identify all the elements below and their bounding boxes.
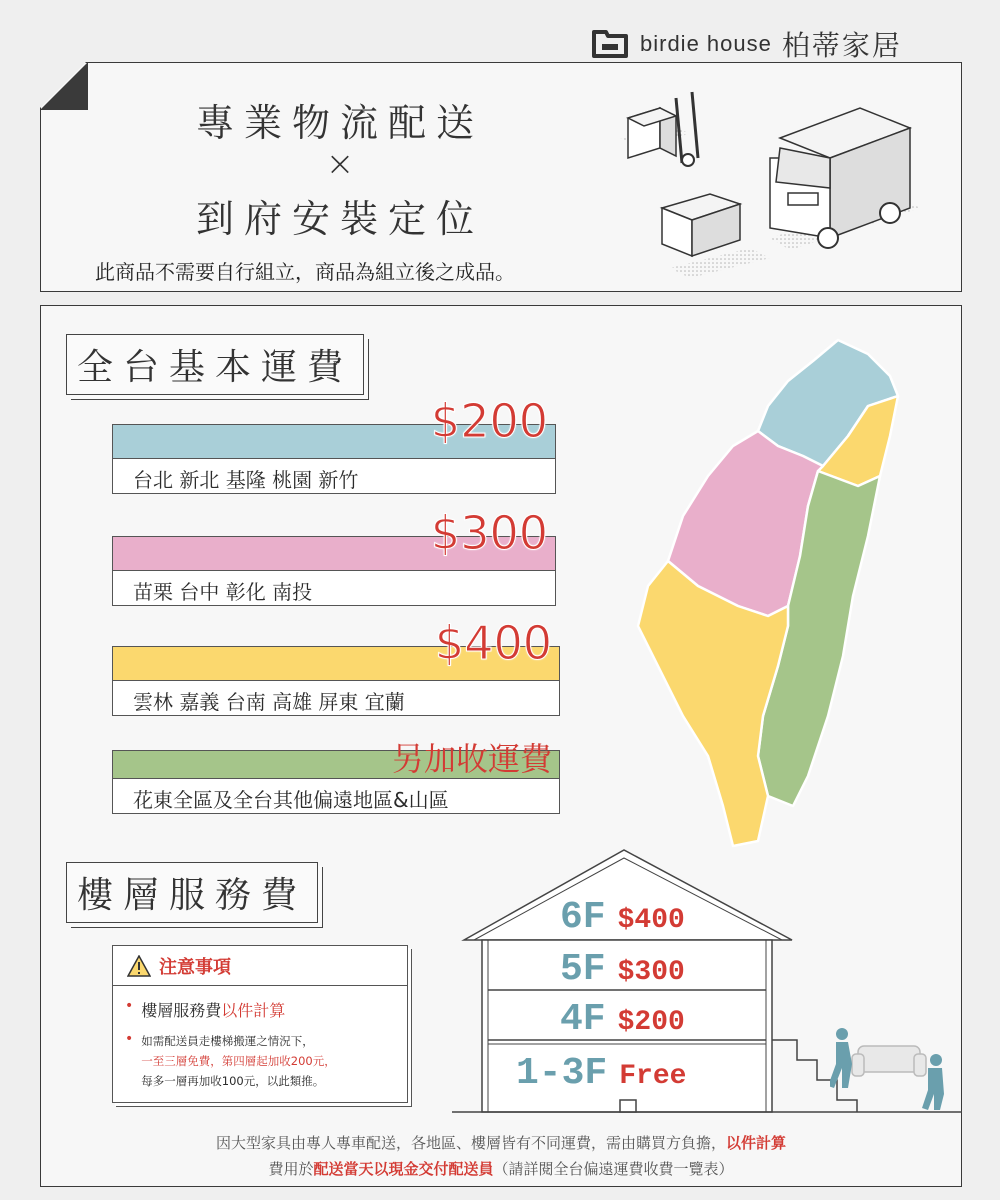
shipping-tier (112, 740, 560, 814)
hero-separator: × (325, 144, 355, 184)
hero-title-installation: 到府安裝定位 (195, 197, 484, 241)
floor-level: 6F (560, 896, 606, 939)
notice-header (113, 946, 407, 986)
notice-line: 每多一層再加收100元，以此類推。 (141, 1074, 325, 1088)
notice-line: 如需配送員走樓梯搬運之情況下， (141, 1034, 314, 1048)
taiwan-region-map (628, 336, 908, 856)
shipping-title: 全台基本運費 (66, 334, 364, 395)
tier-extra-fee-note: 另加收運費 (391, 740, 552, 778)
hero-title-delivery: 專業物流配送 (195, 101, 484, 145)
notice-title: 注意事項 (159, 956, 231, 978)
brand (590, 22, 902, 66)
notice-body (113, 986, 407, 1091)
floor-level: 4F (560, 998, 606, 1041)
floor-row (516, 1052, 686, 1095)
floor-price: $400 (617, 905, 685, 936)
tier-regions: 花東全區及全台其他偏遠地區&山區 (112, 778, 560, 814)
notice-line-highlight: 一至三層免費，第四層起加收200元， (141, 1054, 336, 1068)
folded-corner (38, 60, 90, 112)
shipping-tier (112, 506, 556, 606)
notice-item (125, 998, 397, 1021)
footer-text: 因大型家具由專人專車配送，各地區、樓層皆有不同運費，需由購買方負擔， (215, 1134, 726, 1152)
tier-regions: 苗栗 台中 彰化 南投 (112, 570, 556, 606)
movers-carrying-sofa-icon (830, 1024, 950, 1114)
footer-line-2 (40, 1156, 962, 1182)
notice-item-highlight: 以件計算 (221, 1001, 286, 1020)
footer-note (40, 1130, 962, 1182)
delivery-truck-icon (600, 78, 930, 278)
footer-highlight: 配送當天以現金交付配送員 (313, 1160, 494, 1178)
assembly-note: 此商品不需要自行組立，商品為組立後之成品。 (95, 260, 515, 284)
tier-regions: 台北 新北 基隆 桃園 新竹 (112, 458, 556, 494)
warning-icon (127, 955, 151, 977)
brand-name-zh: 柏蒂家居 (781, 29, 902, 62)
bullet-dot: • (125, 1031, 134, 1047)
floor-level: 1-3F (516, 1052, 608, 1095)
floor-price: Free (619, 1061, 687, 1092)
notice-item-label: 樓層服務費 (141, 1001, 222, 1020)
floor-row (560, 948, 685, 991)
shipping-tier (112, 616, 560, 716)
notice-box (112, 945, 408, 1103)
brand-name-en: birdie house (640, 31, 772, 56)
floor-level: 5F (560, 948, 606, 991)
footer-highlight: 以件計算 (726, 1134, 787, 1152)
house-logo-icon (590, 28, 630, 60)
shipping-tier (112, 394, 556, 494)
bullet-dot: • (125, 998, 134, 1014)
floor-row (560, 998, 685, 1041)
notice-item-text (141, 1031, 335, 1091)
tier-price: $400 (434, 616, 552, 670)
footer-text: （請詳閱全台偏遠運費收費一覽表） (493, 1160, 734, 1178)
notice-item-text (141, 998, 285, 1021)
floor-service-title: 樓層服務費 (66, 862, 318, 923)
tier-price: $300 (430, 506, 548, 560)
notice-item (125, 1031, 397, 1091)
floor-price: $300 (617, 957, 685, 988)
footer-text: 費用於 (268, 1160, 314, 1178)
tier-regions: 雲林 嘉義 台南 高雄 屏東 宜蘭 (112, 680, 560, 716)
footer-line-1 (40, 1130, 962, 1156)
floor-row (560, 896, 685, 939)
floor-price: $200 (617, 1007, 685, 1038)
tier-price: $200 (430, 394, 548, 448)
